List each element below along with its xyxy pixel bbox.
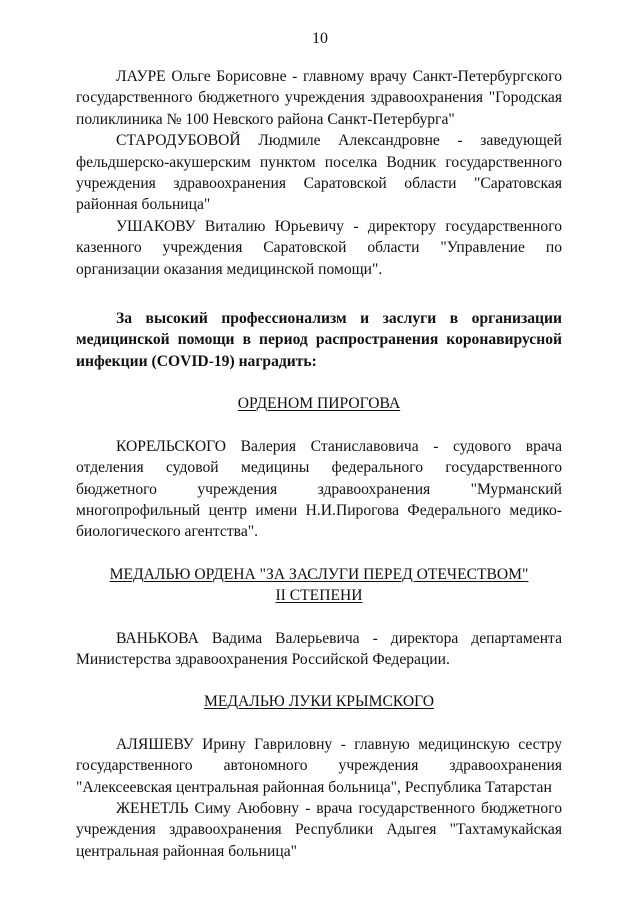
award-paragraph-zhenetl: ЖЕНЕТЛЬ Симу Аюбовну - врача государственного бюджетного учреждения здравоохранения Республики Адыгея "Тахтамукайская центральная районная больница" [76, 799, 562, 860]
spacer [76, 713, 562, 734]
award-paragraph-laure: ЛАУРЕ Ольге Борисовне - главному врачу Санкт-Петербургского государственного бюджетного учреждения здравоохранения "Городская поликлиника № 100 Невского района Санкт-Петербурга" [76, 68, 562, 128]
section-heading-medal-order-merit [76, 564, 562, 607]
section-heading-order-pirogov: ОРДЕНОМ ПИРОГОВА [237, 395, 401, 413]
spacer [76, 670, 562, 691]
spacer [76, 607, 562, 628]
award-paragraph-ushakov: УШАКОВУ Виталию Юрьевичу - директору государственного казенного учреждения Саратовской области "Управление по организации оказания медицинской помощи". [76, 217, 562, 278]
spacer [76, 543, 562, 564]
award-paragraph-korelsky: КОРЕЛЬСКОГО Валерия Станиславовича - судового врача отделения судовой медицины федерального государственного бюджетного учреждения здравоохранения "Мурманский многопрофильный центр имени Н.И.Пирогова Федерального медико-биологического агентства". [76, 437, 562, 541]
award-intro: За высокий профессионализм и заслуги в организации медицинской помощи в период распространения коронавирусной инфекции (COVID-19) наградить: [76, 310, 562, 370]
document-body [76, 66, 562, 862]
heading-line: МЕДАЛЬЮ ОРДЕНА "ЗА ЗАСЛУГИ ПЕРЕД ОТЕЧЕСТВОМ" [109, 565, 529, 583]
page-number: 10 [312, 30, 328, 47]
award-paragraph-vankov: ВАНЬКОВА Вадима Валерьевича - директора департамента Министерства здравоохранения Российской Федерации. [76, 629, 562, 668]
section-heading-medal-luka-krymsky: МЕДАЛЬЮ ЛУКИ КРЫМСКОГО [203, 693, 435, 711]
spacer [76, 280, 562, 308]
spacer [76, 415, 562, 436]
award-paragraph-starodubova: СТАРОДУБОВОЙ Людмиле Александровне - заведующей фельдшерско-акушерским пунктом поселка Водник государственного учреждения здравоохранения Саратовской области "Саратовская районная больница" [76, 132, 562, 214]
heading-line: II СТЕПЕНИ [275, 587, 363, 605]
spacer [76, 372, 562, 393]
award-paragraph-alyasheva: АЛЯШЕВУ Ирину Гавриловну - главную медицинскую сестру государственного автономного учреждения здравоохранения "Алексеевская центральная районная больница", Республика Татарстан [76, 735, 562, 796]
